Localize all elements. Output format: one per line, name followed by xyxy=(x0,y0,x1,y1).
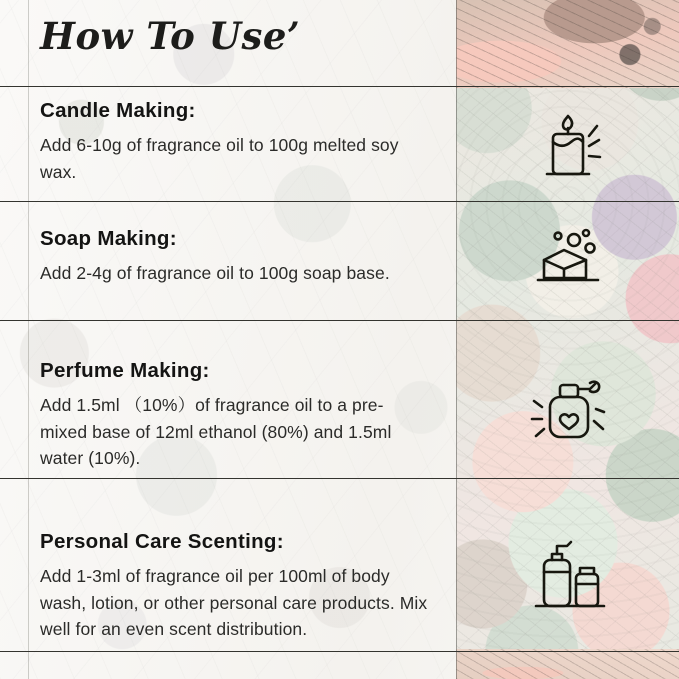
title-block xyxy=(0,0,456,86)
section-personal-care-scenting xyxy=(0,530,456,679)
section-heading: Candle Making: xyxy=(40,99,196,122)
section-body: Add 6-10g of fragrance oil to 100g melted soy wax. xyxy=(40,135,399,182)
divider-below-perfume xyxy=(0,478,679,479)
floral-photo-top-rose xyxy=(456,0,679,88)
section-body: Add 1-3ml of fragrance oil per 100ml of body wash, lotion, or other personal care products. Mix well for an even scent distribution. xyxy=(40,566,428,640)
section-candle-making xyxy=(0,99,456,214)
section-heading: Perfume Making: xyxy=(40,359,210,382)
floral-photo-bottom-rose xyxy=(456,649,679,679)
section-heading: Personal Care Scenting: xyxy=(40,530,284,553)
page-title: How To Use’ xyxy=(40,14,301,58)
section-body: Add 1.5ml （10%）of fragrance oil to a pre-mixed base of 12ml ethanol (80%) and 1.5ml water (10%). xyxy=(40,395,392,469)
perfume-atomizer-icon xyxy=(456,352,679,462)
divider-below-personal-care xyxy=(0,651,679,652)
section-body: Add 2-4g of fragrance oil to 100g soap base. xyxy=(40,263,390,283)
soap-bar-icon xyxy=(456,210,679,310)
section-perfume-making xyxy=(0,359,456,517)
divider-below-soap xyxy=(0,320,679,321)
section-heading: Soap Making: xyxy=(40,227,177,250)
lotion-bottles-icon xyxy=(456,512,679,632)
divider-below-title xyxy=(0,86,679,87)
section-soap-making xyxy=(0,227,456,346)
candle-icon xyxy=(456,96,679,196)
divider-below-candle xyxy=(0,201,679,202)
